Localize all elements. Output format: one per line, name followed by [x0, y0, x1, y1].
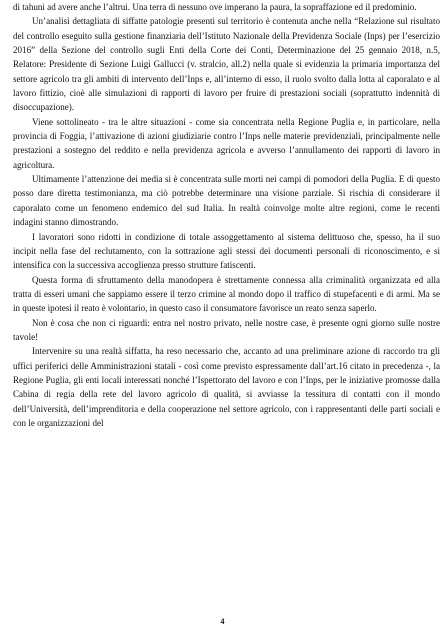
paragraph-3: Viene sottolineato - tra le altre situazioni - come sia concentrata nella Regione Puglia e, in particolare, nella provincia di Foggia, l’attivazione di azioni giudiziarie contro l’Inps nelle materie previdenziali, principalmente nelle prestazioni a sostegno del reddito e nella previdenza agricola e avverso l’annullamento dei rapporti di lavoro in agricoltura. [13, 116, 440, 170]
paragraph-4: Ultimamente l’attenzione dei media si è concentrata sulle morti nei campi di pomodori della Puglia. E di questo posso dare diretta testimonianza, ma ciò potrebbe determinare una visione parziale. Si rischia di considerare il caporalato come un fenomeno endemico del sud Italia. In realtà coinvolge molte altre regioni, come le recenti indagini stanno dimostrando. [13, 174, 440, 228]
paragraph-1: di tahuni ad avere anche l’altrui. Una terra di nessuno ove imperano la paura, la sopraffazione ed il predominio. [13, 2, 417, 12]
paragraph-6: Questa forma di sfruttamento della manodopera è strettamente connessa alla criminalità organizzata ed alla tratta di esseri umani che sappiamo essere il terzo crimine al mondo dopo il traffico di stupefacenti e di armi. Ma se in queste ipotesi il reato è volontario, in questo caso il consumatore favorisce un reato senza saperlo. [13, 274, 440, 314]
paragraph-8: Intervenire su una realtà siffatta, ha reso necessario che, accanto ad una preliminare azione di raccordo tra gli uffici periferici delle Amministrazioni statali - così come previsto espressamente dall’art.16 citato in precedenza -, la Regione Puglia, gli enti locali interessati nonché l’Ispettorato del lavoro e con l’Inps, per le iniziative promosse dalla Cabina di regia della rete del lavoro agricolo di qualità, si avviasse la tessitura di contatti con il mondo dell’Università, dell’imprenditoria e della cooperazione nel settore agricolo, con i rappresentanti delle parti sociali e con le organizzazioni del [13, 346, 440, 428]
paragraph-7: Non è cosa che non ci riguardi: entra nel nostro privato, nelle nostre case, è presente ogni giorno sulle nostre tavole! [13, 317, 440, 342]
page-number: 4 [220, 617, 225, 626]
paragraph-5: I lavoratori sono ridotti in condizione di totale assoggettamento al sistema delittuoso che, spesso, ha il suo incipit nella fase del reclutamento, con la sottrazione agli stessi dei documenti personali di riconoscimento, e si intensifica con la successiva accoglienza presso strutture fatiscenti. [13, 231, 440, 271]
paragraph-2: Un’analisi dettagliata di siffatte patologie presenti sul territorio è contenuta anche nella “Relazione sul risultato del controllo eseguito sulla gestione finanziaria dell’Istituto Nazionale della Previdenza Sociale (Inps) per l’esercizio 2016” della Sezione del controllo sugli Enti della Corte dei Conti, Determinazione del 25 gennaio 2018, n.5, Relatore: Presidente di Sezione Luigi Gallucci (v. stralcio, all.2) nella quale si evidenzia la primaria importanza del settore agricolo tra gli ambiti di intervento dell’Inps e, all’interno di esso, il ruolo svolto dalla lotta al caporalato e al lavoro fittizio, cioè alle simulazioni di rapporti di lavoro per fruire di prestazioni sociali (soprattutto indennità di disoccupazione). [13, 16, 440, 113]
